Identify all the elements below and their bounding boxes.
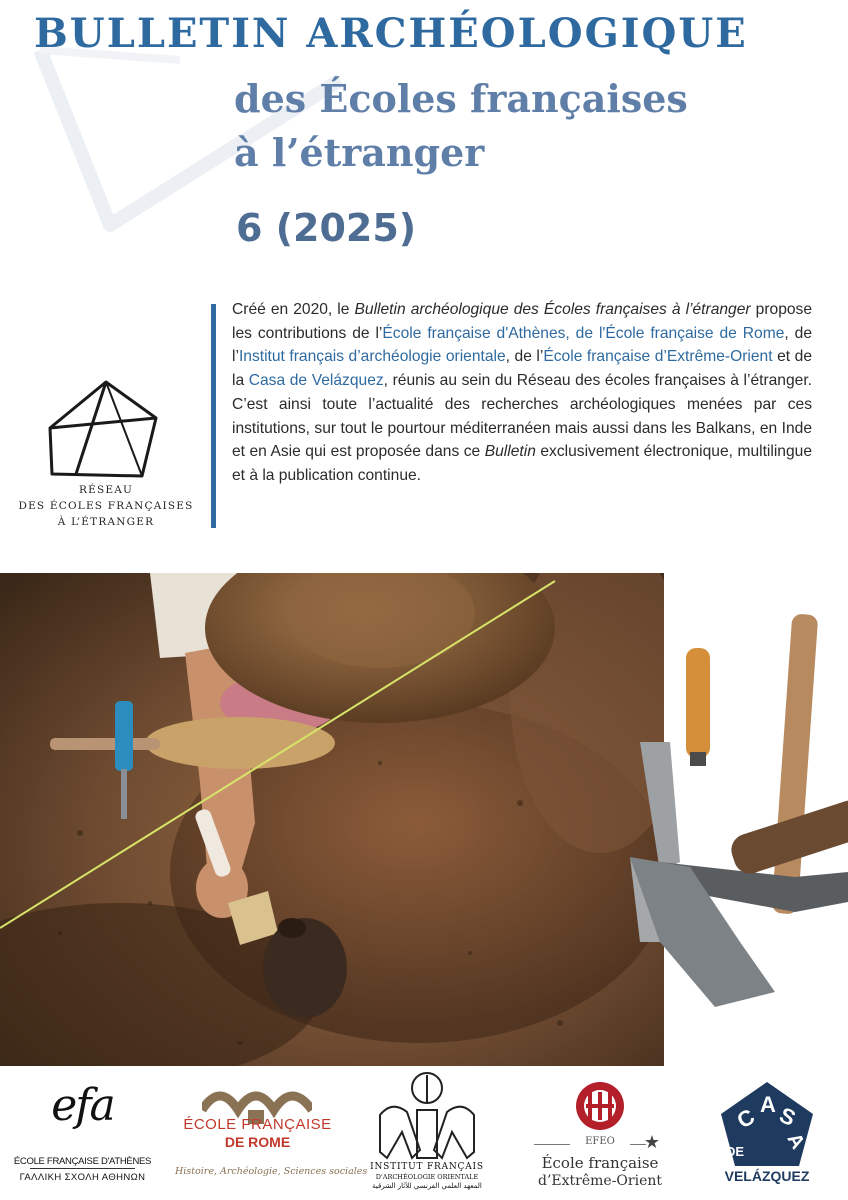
casa-velazquez-logo — [712, 1070, 822, 1198]
efeo-name-line2: d’Extrême-Orient — [538, 1173, 662, 1189]
reseau-line2: DES ÉCOLES FRANÇAISES — [18, 500, 194, 512]
journal-subtitle-line2: à l’étranger — [234, 130, 485, 175]
efeo-abbr: EFEO — [570, 1136, 630, 1147]
casa-name-de: DE — [726, 1144, 745, 1159]
casa-letter-c: C — [732, 1103, 759, 1134]
desc-text: , de l’ — [232, 324, 812, 366]
casa-letter-s: S — [775, 1102, 800, 1131]
efeo-emblem-icon — [568, 1078, 632, 1134]
issue-number: 6 (2025) — [236, 206, 417, 250]
desc-text: , de l’ — [505, 348, 544, 366]
link-efeo[interactable]: École française d’Extrême-Orient — [543, 348, 773, 366]
efeo-logo — [530, 1070, 670, 1198]
desc-text: et de la — [232, 348, 812, 390]
efr-name-line2: DE ROME — [224, 1134, 291, 1150]
ifao-lions-emblem-icon — [372, 1070, 482, 1162]
casa-letter-a1: A — [760, 1092, 776, 1117]
excavation-photo — [0, 573, 664, 1066]
efa-mark: efa — [51, 1080, 114, 1131]
description-paragraph — [232, 298, 812, 488]
desc-journal-name: Bulletin archéologique des Écoles françaises à l’étranger — [354, 301, 751, 318]
efr-logo — [175, 1070, 368, 1198]
description-accent-bar — [211, 304, 216, 528]
journal-title: BULLETIN ARCHÉOLOGIQUE — [34, 10, 748, 57]
efa-logo — [10, 1070, 155, 1198]
reseau-line1: RÉSEAU — [78, 484, 134, 496]
ifao-name-line1: INSTITUT FRANÇAIS — [370, 1162, 484, 1172]
reseau-logo — [18, 378, 246, 538]
efa-name-gr: ΓΑΛΛΙΚΗ ΣΧΟΛΗ ΑΘΗΝΩΝ — [19, 1172, 146, 1183]
desc-text: , réunis au sein du Réseau des écoles françaises à l’étranger. C’est ainsi toute l’actualité des recherches archéologiques menées par ces institutions, sur tout le pourtour méditerranéen mais aussi dans les Balkans, en Inde et en Asie qui est proposée dans ce — [232, 372, 812, 461]
link-casa-velazquez[interactable]: Casa de Velázquez — [248, 372, 384, 390]
journal-subtitle-line1: des Écoles françaises — [234, 76, 688, 121]
casa-name-velazquez: VELÁZQUEZ — [724, 1168, 810, 1184]
ifao-name-arabic: المعهد العلمي الفرنسي للآثار الشرقية — [372, 1182, 482, 1190]
link-ifao[interactable]: Institut français d’archéologie orientale — [238, 348, 506, 366]
ifao-name-line2: D'ARCHÉOLOGIE ORIENTALE — [375, 1173, 479, 1181]
efeo-name-line1: École française — [541, 1154, 659, 1172]
desc-text: propose les contributions de l’ — [232, 301, 813, 342]
desc-text: exclusivement électronique, multilingue et à la publication continue. — [232, 443, 812, 484]
casa-letter-a2: A — [782, 1129, 809, 1154]
reseau-pentagon-icon — [46, 378, 166, 488]
ifao-logo — [362, 1070, 492, 1198]
desc-text: Créé en 2020, le — [232, 301, 355, 318]
desc-bulletin-italic: Bulletin — [484, 443, 536, 461]
efeo-star-icon: ★ — [643, 1132, 661, 1152]
efr-name-line1: ÉCOLE FRANÇAISE — [183, 1116, 332, 1133]
efa-rule — [30, 1168, 135, 1169]
reseau-line3: À L’ÉTRANGER — [57, 516, 155, 528]
efa-name-fr: ÉCOLE FRANÇAISE D'ATHÈNES — [13, 1156, 152, 1167]
efr-tagline: Histoire, Archéologie, Sciences sociales — [175, 1166, 368, 1177]
link-efa-efr[interactable]: École française d'Athènes, de l'École française de Rome — [382, 324, 785, 342]
excavation-tools-illustration — [620, 612, 848, 1042]
